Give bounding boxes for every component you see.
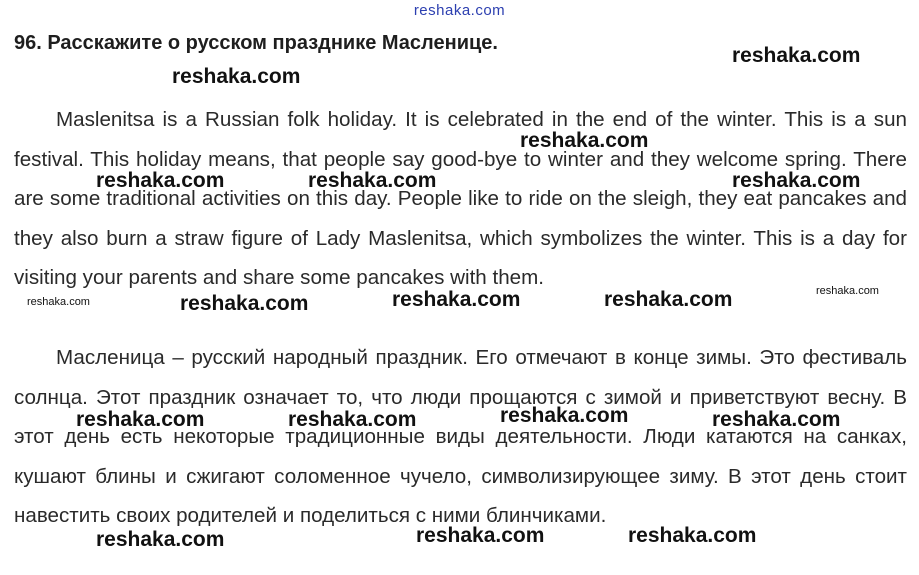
- watermark: reshaka.com: [712, 408, 841, 431]
- english-paragraph: Maslenitsa is a Russian folk holiday. It is celebrated in the end of the winter. This is a sun festival. This holiday means, that people say good-bye to winter and they welcome spring. There are some traditional activities on this day. People like to ride on the sleigh, they eat pancakes and they also burn a straw figure of Lady Maslenitsa, which symbolizes the winter. This is a day for visiting your parents and share some pancakes with them.: [14, 108, 907, 290]
- watermark: reshaka.com: [500, 404, 629, 427]
- watermark: reshaka.com: [308, 169, 437, 192]
- watermark: reshaka.com: [816, 285, 879, 297]
- watermark: reshaka.com: [604, 288, 733, 311]
- watermark: reshaka.com: [288, 408, 417, 431]
- russian-paragraph: Масленица – русский народный праздник. Его отмечают в конце зимы. Это фестиваль солнца. Этот праздник означает то, что люди прощаются с зимой и приветствуют весну. В этот день есть некоторые традиционные виды деятельности. Люди катаются на санках, кушают блины и сжигают соломенное чучело, символизирующее зиму. В этот день стоит навестить своих родителей и поделиться с ними блинчиками.: [14, 346, 907, 528]
- watermark: reshaka.com: [96, 528, 225, 551]
- watermark: reshaka.com: [628, 524, 757, 547]
- watermark: reshaka.com: [520, 129, 649, 152]
- watermark: reshaka.com: [416, 524, 545, 547]
- watermark: reshaka.com: [76, 408, 205, 431]
- watermark: reshaka.com: [172, 65, 301, 88]
- site-header-watermark: reshaka.com: [413, 2, 506, 19]
- exercise-heading: 96. Расскажите о русском празднике Масленице.: [14, 32, 498, 54]
- watermark: reshaka.com: [392, 288, 521, 311]
- watermark: reshaka.com: [732, 44, 861, 67]
- watermark: reshaka.com: [732, 169, 861, 192]
- watermark: reshaka.com: [27, 296, 90, 308]
- watermark: reshaka.com: [96, 169, 225, 192]
- watermark: reshaka.com: [180, 292, 309, 315]
